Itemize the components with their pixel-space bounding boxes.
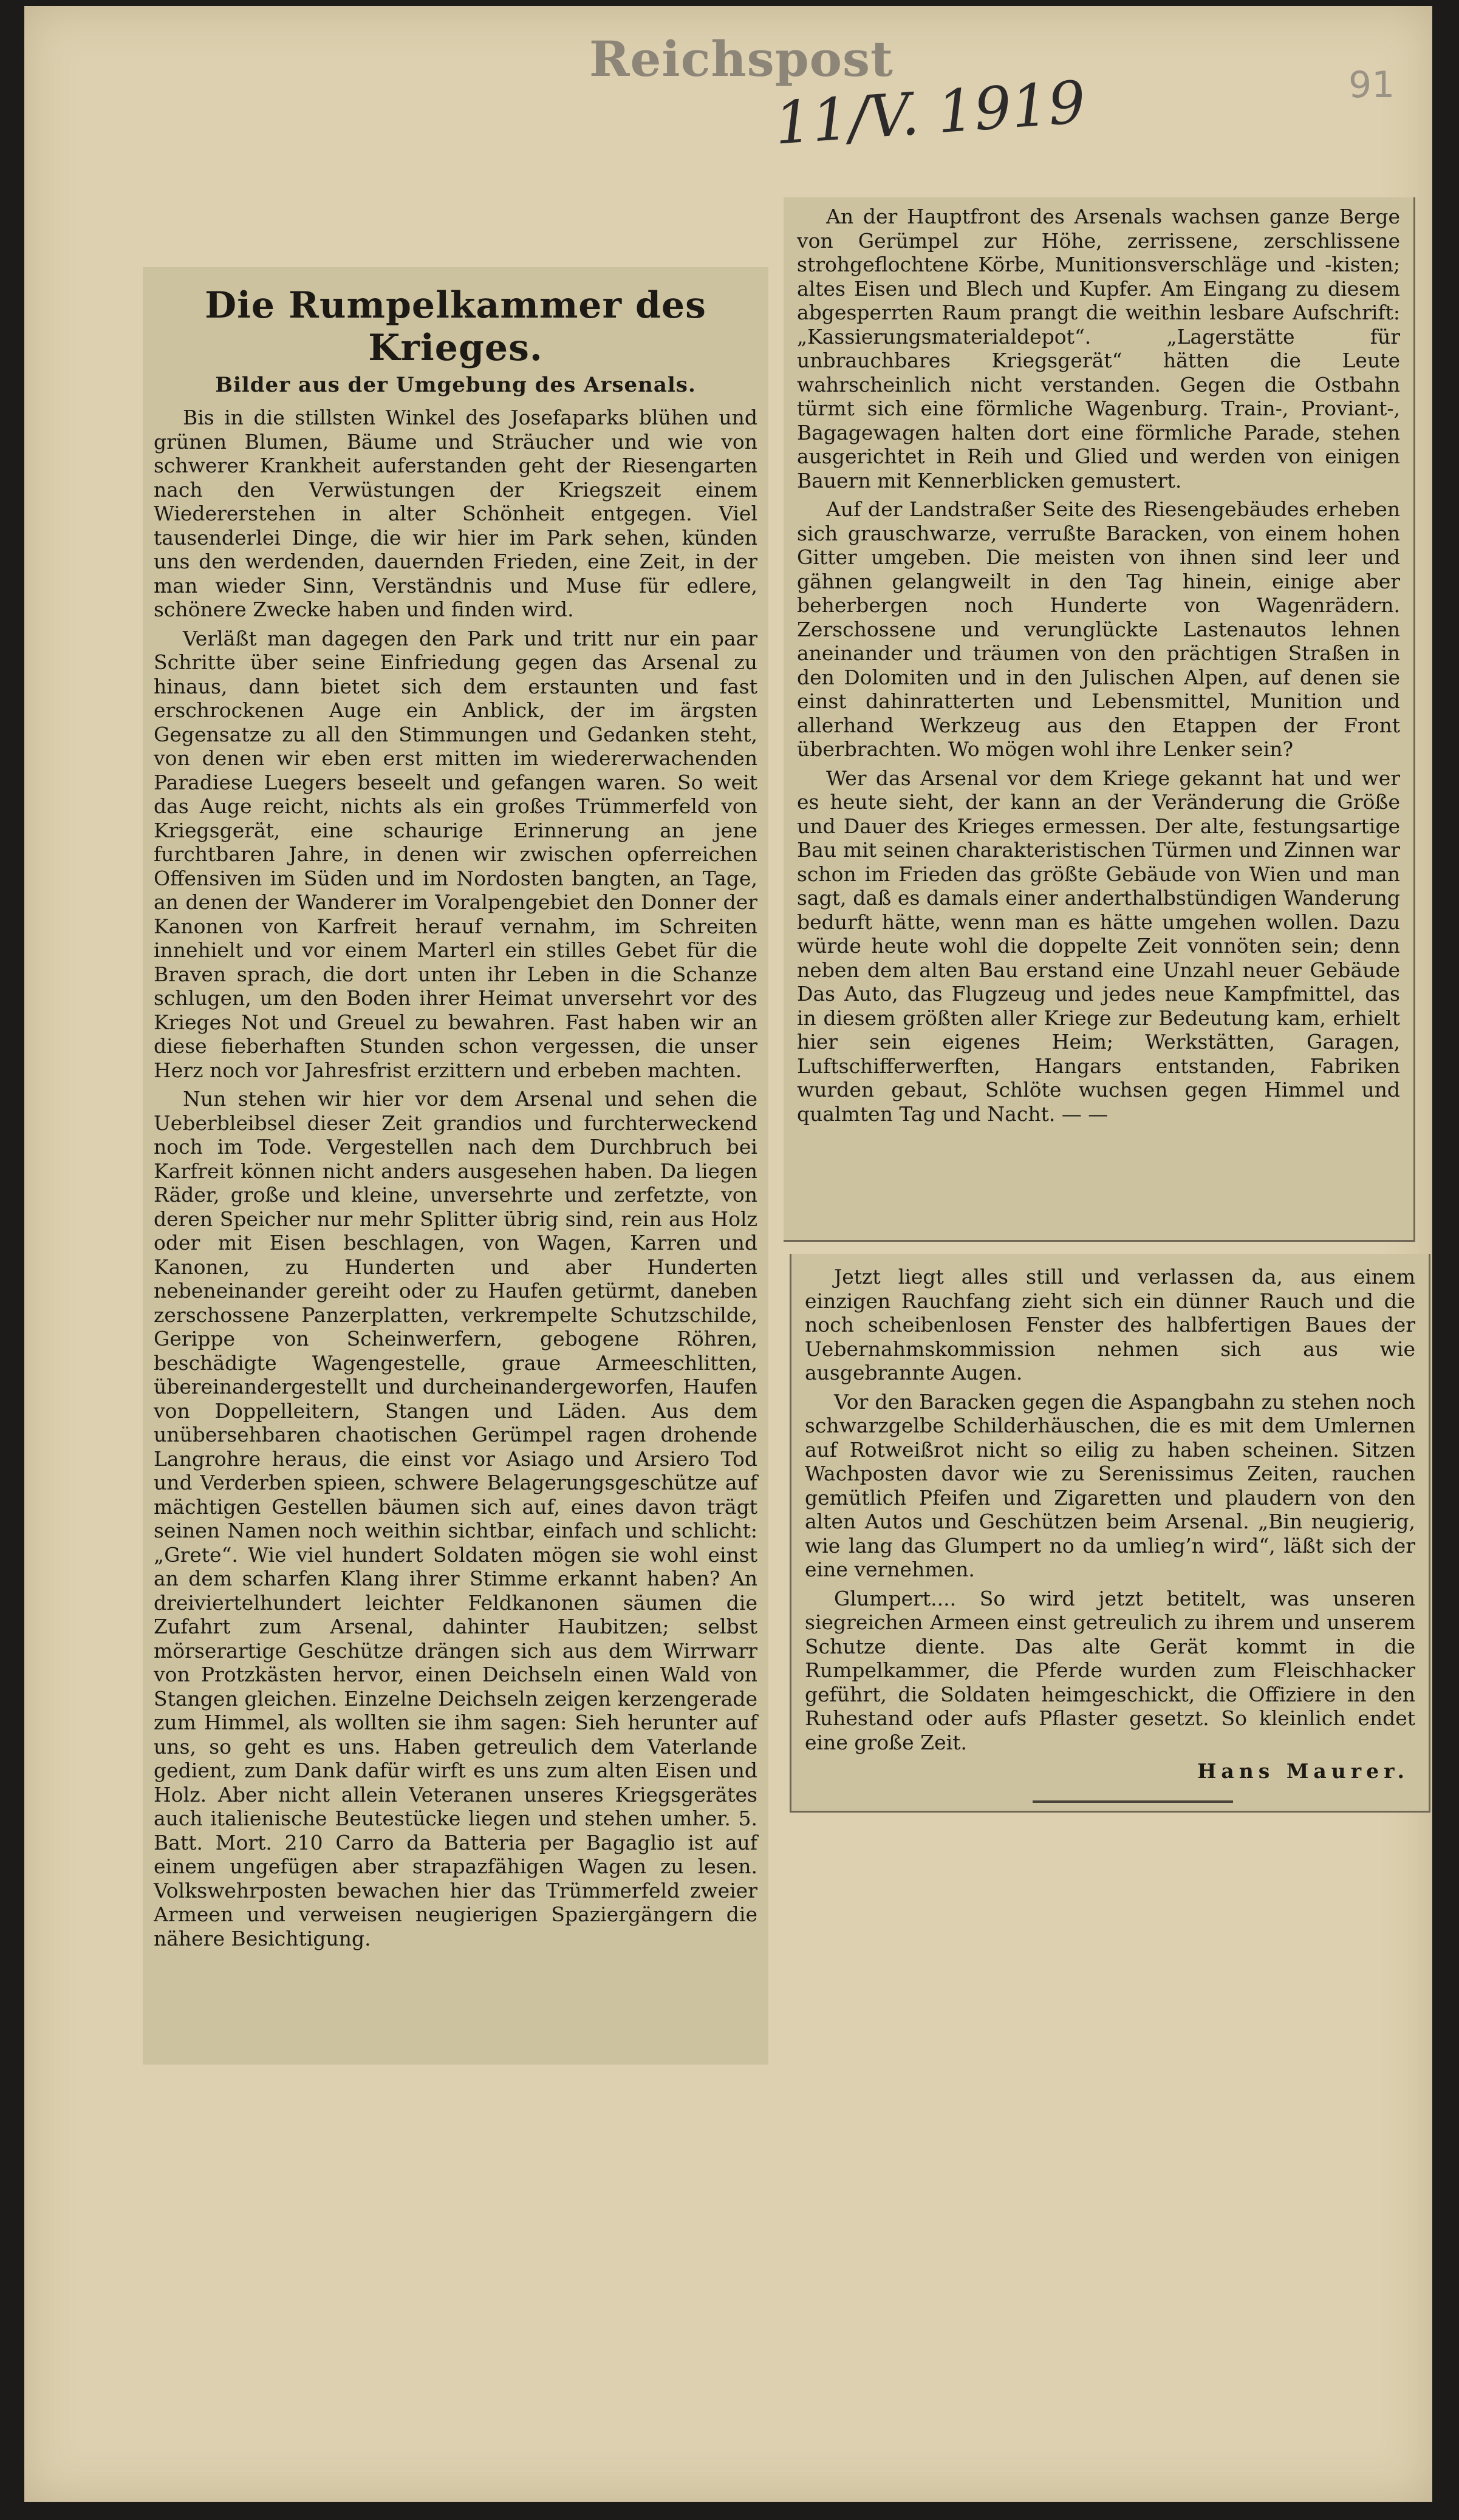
paragraph: Bis in die stillsten Winkel des Josefaparks blühen und grünen Blumen, Bäume und Sträucher und wie von schwerer Krankheit auferstanden geht der Riesengarten nach den Verwüstungen der Kriegszeit einem Wiedererstehen in alter Schönheit entgegen. Viel tausenderlei Dinge, die wir hier im Park sehen, künden uns den werdenden, dauernden Frieden, eine Zeit, in der man wieder Sinn, Verständnis und Muse für edlere, schönere Zwecke haben und finden wird. [154,406,757,621]
paragraph: Vor den Baracken gegen die Aspangbahn zu stehen noch schwarzgelbe Schilderhäuschen, die es mit dem Umlernen auf Rotweißrot nicht so eilig zu haben scheinen. Sitzen Wachposten davor wie zu Serenissimus Zeiten, rauchen gemütlich Pfeifen und Zigaretten und plaudern von den alten Autos und Geschützen beim Arsenal. „Bin neugierig, wie lang das Glumpert no da umlieg’n wird“, läßt sich der eine vernehmen. [805,1389,1415,1581]
paragraph: Wer das Arsenal vor dem Kriege gekannt hat und wer es heute sieht, der kann an der Veränderung die Größe und Dauer des Krieges ermessen. Der alte, festungsartige Bau mit seinen charakteristischen Türmen und Zinnen war schon im Frieden das größte Gebäude von Wien und man sagt, daß es damals einer anderthalbstündigen Wanderung bedurft hätte, wenn man es hätte umgehen wollen. Dazu würde heute wohl die doppelte Zeit vonnöten sein; denn neben dem alten Bau erstand eine Unzahl neuer Gebäude Das Auto, das Flugzeug und jedes neue Kampfmittel, das in diesem größten aller Kriege zur Bedeutung kam, erhielt hier sein eigenes Heim; Werkstätten, Garagen, Luftschifferwerften, Hangars entstanden, Fabriken wurden gebaut, Schlöte wuchsen gegen Himmel und qualmten Tag und Nacht. — — [797,766,1400,1126]
paragraph: An der Hauptfront des Arsenals wachsen ganze Berge von Gerümpel zur Höhe, zerrissene, zerschlissene strohgeflochtene Körbe, Munitionsverschläge und -kisten; altes Eisen und Blech und Kupfer. Am Eingang zu diesem abgesperrten Raum prangt die weithin lesbare Aufschrift: „Kassierungsmaterialdepot“. „Lagerstätte für unbrauchbares Kriegsgerät“ hätten die Leute wahrscheinlich nicht verstanden. Gegen die Ostbahn türmt sich eine förmliche Wagenburg. Train-, Proviant-, Bagagewagen halten dort eine förmliche Parade, stehen ausgerichtet in Reih und Glied und werden von einigen Bauern mit Kennerblicken gemustert. [797,205,1400,492]
author-signature: Hans Maurer. [1197,1759,1409,1783]
archive-page-number: 91 [1348,64,1395,106]
article-title: Die Rumpelkammer des Krieges. [205,284,706,369]
end-rule [1033,1800,1233,1803]
paragraph: Jetzt liegt alles still und verlassen da, aus einem einzigen Rauchfang zieht sich ein dünner Rauch und die noch scheibenlosen Fenster des halbfertigen Baues der Uebernahmskommission nehmen sich aus wie ausgebrannte Augen. [805,1265,1415,1384]
article-column-2 [784,197,1415,1242]
article-column-1 [143,267,768,2065]
handwritten-date: 11/V. 1919 [772,68,1088,158]
newspaper-stamp: Reichspost [589,30,894,87]
paragraph: Auf der Landstraßer Seite des Riesengebäudes erheben sich grauschwarze, verrußte Baracken, von einem hohen Gitter umgeben. Die meisten von ihnen sind leer und gähnen gelangweilt in den Tag hinein, einige aber beherbergen noch Hunderte von Wagenrädern. Zerschossene und verunglückte Lastenautos lehnen aneinander und träumen von den prächtigen Straßen in den Dolomiten und in den Julischen Alpen, auf denen sie einst dahinratterten und Lebensmittel, Munition und allerhand Werkzeug aus den Etappen der Front überbrachten. Wo mögen wohl ihre Lenker sein? [797,497,1400,761]
paragraph: Verläßt man dagegen den Park und tritt nur ein paar Schritte über seine Einfriedung gegen das Arsenal zu hinaus, dann bietet sich dem erstaunten und fast erschrockenen Auge ein Anblick, der im ärgsten Gegensatze zu all den Stimmungen und Gedanken steht, von denen wir eben erst mitten im wiedererwachenden Paradiese Luegers beseelt und gefangen waren. So weit das Auge reicht, nichts als ein großes Trümmerfeld von Kriegsgerät, eine schaurige Erinnerung an jene furchtbaren Jahre, in denen wir zwischen opferreichen Offensiven im Süden und im Nordosten bangten, an Tage, an denen der Wanderer im Voralpengebiet den Donner der Kanonen von Karfreit herauf vernahm, im Schreiten innehielt und vor einem Marterl ein stilles Gebet für die Braven sprach, die dort unten ihr Leben in die Schanze schlugen, um den Boden ihrer Heimat unversehrt vor des Krieges Not und Greuel zu bewahren. Fast haben wir an diese fieberhaften Stunden schon vergessen, die unser Herz noch vor Jahresfrist erzittern und erbeben machten. [154,626,757,1082]
paragraph: Nun stehen wir hier vor dem Arsenal und sehen die Ueberbleibsel dieser Zeit grandios und furchterweckend noch im Tode. Vergestellen nach dem Durchbruch bei Karfreit können nicht anders ausgesehen haben. Da liegen Räder, große und kleine, unversehrte und zerfetzte, von deren Speicher nur mehr Splitter übrig sind, rein aus Holz oder mit Eisen beschlagen, von Wagen, Karren und Kanonen, zu Hunderten und aber Hunderten nebeneinander gereiht oder zu Haufen getürmt, daneben zerschossene Panzerplatten, verkrempelte Schutzschilde, Gerippe von Scheinwerfern, gebogene Röhren, beschädigte Wagengestelle, graue Armeeschlitten, übereinandergestellt und durcheinandergeworfen, Haufen von Doppelleitern, Stangen und Läden. Aus dem unübersehbaren chaotischen Gerümpel ragen drohende Langrohre heraus, die einst vor Asiago und Arsiero Tod und Verderben spieen, schwere Belagerungsgeschütze auf mächtigen Gestellen bäumen sich auf, eines davon trägt seinen Namen noch weithin sichtbar, einfach und schlicht: „Grete“. Wie viel hundert Soldaten mögen sie wohl einst an dem scharfen Klang ihrer Stimme erkannt haben? An dreiviertelhundert leichter Feldkanonen säumen die Zufahrt zum Arsenal, dahinter Haubitzen; selbst mörserartige Geschütze drängen sich aus dem Wirrwarr von Protzkästen hervor, einen Deichseln einen Wald von Stangen gleichen. Einzelne Deichseln zeigen kerzengerade zum Himmel, als wollten sie ihm sagen: Sieh herunter auf uns, so geht es uns. Haben getreulich dem Vaterlande gedient, zum Dank dafür wirft es uns zum alten Eisen und Holz. Aber nicht allein Veteranen unseres Kriegsgerätes auch italienische Beutestücke liegen und stehen umher. 5. Batt. Mort. 210 Carro da Batteria per Bagaglio ist auf einem ungefügen aber strapazfähigen Wagen zu lesen. Volkswehrposten bewachen hier das Trümmerfeld zweier Armeen und verweisen neugierigen Spaziergängern die nähere Besichtigung. [154,1087,757,1950]
article-subtitle: Bilder aus der Umgebung des Arsenals. [215,373,696,397]
paragraph: Glumpert.... So wird jetzt betitelt, was unseren siegreichen Armeen einst getreulich zu ihrem und unserem Schutze diente. Das alte Gerät kommt in die Rumpelkammer, die Pferde wurden zum Fleischhacker geführt, die Soldaten heimgeschickt, die Offiziere in den Ruhestand oder aufs Pflaster gesetzt. So kleinlich endet eine große Zeit. [805,1586,1415,1754]
article-column-3 [790,1254,1430,1813]
